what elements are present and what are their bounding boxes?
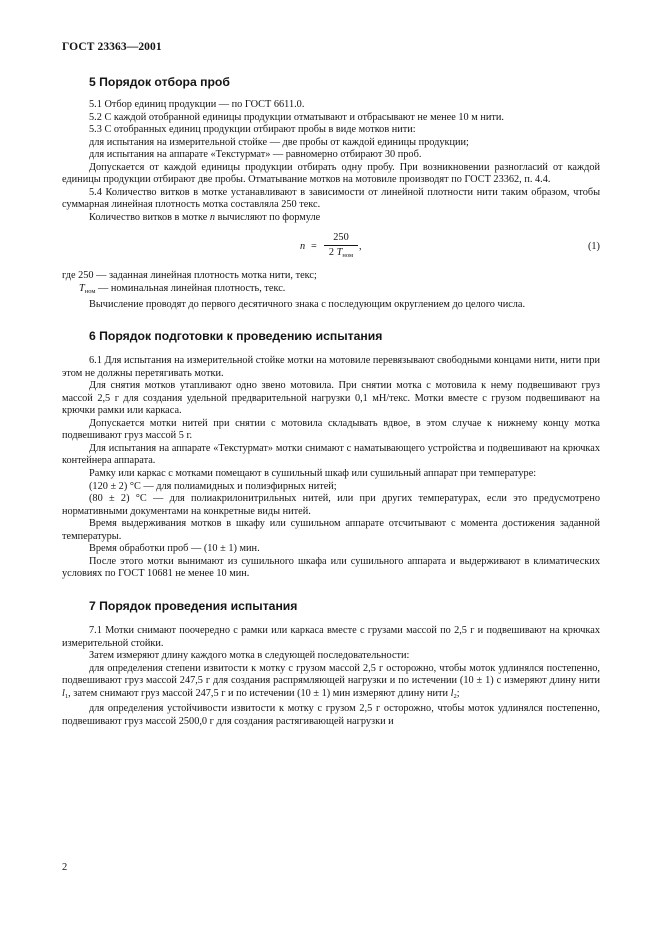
paragraph: для испытания на аппарате «Текстурмат» — равномерно отбирают 30 проб. bbox=[89, 149, 422, 161]
paragraph: Для испытания на аппарате «Текстурмат» мотки снимают с наматывающего устройства и подвешивают на крючках контейнера аппарата. bbox=[62, 442, 600, 467]
fraction: 250 2 $T_{ном}$ bbox=[324, 232, 358, 262]
paragraph: Допускается мотки нитей при снятии с мотовила складывать вдвое, в этом случае к нижнему концу мотка подвешивают груз массой 5 г. bbox=[62, 417, 600, 442]
paragraph: 5.3 С отобранных единиц продукции отбирают пробы в виде мотков нити: bbox=[89, 124, 416, 136]
paragraph: 7.1 Мотки снимают поочередно с рамки или каркаса вместе с грузами массой по 2,5 г и подвешивают на крючках измерительной стойки. bbox=[62, 624, 600, 649]
paragraph: Рамку или каркас с мотками помещают в сушильный шкаф или сушильный аппарат при температуре: bbox=[89, 468, 537, 480]
document-page bbox=[62, 40, 600, 728]
paragraph: для определения устойчивости извитости к мотку с грузом 2,5 г осторожно, чтобы моток удлинялся постепенно, подвешивают груз массой 2500,0 г для создания растягивающей нагрузки и bbox=[62, 703, 600, 727]
section-7-title: 7 Порядок проведения испытания bbox=[89, 598, 298, 613]
section-5-title: 5 Порядок отбора проб bbox=[89, 75, 230, 89]
paragraph: 5.4 Количество витков в мотке устанавливают в зависимости от линейной плотности нити таким образом, чтобы суммарная линейная плотность мотка составляла 250 текс. bbox=[62, 186, 600, 211]
paragraph: $T_{ном}$ — номинальная линейная плотность, текс. bbox=[79, 283, 286, 296]
page-number: 2 bbox=[62, 862, 68, 873]
paragraph: Затем измеряют длину каждого мотка в следующей последовательности: bbox=[89, 650, 410, 662]
paragraph: Время обработки проб — (10 ± 1) мин. bbox=[89, 543, 260, 555]
formula-1: n = 250 2 $T_{ном}$ , (1) bbox=[62, 232, 600, 262]
paragraph: 5.1 Отбор единиц продукции — по ГОСТ 6611.0. bbox=[89, 99, 305, 110]
paragraph: где 250 — заданная линейная плотность мотка нити, текс; bbox=[62, 270, 317, 282]
formula-number: (1) bbox=[587, 241, 600, 253]
paragraph: (80 ± 2) °С — для полиакрилонитрильных нитей, или при других температурах, если это предусмотрено нормативными документами на конкретные виды нитей. bbox=[62, 493, 600, 517]
paragraph: Количество витков в мотке n вычисляют по формуле bbox=[89, 211, 321, 223]
paragraph: Время выдерживания мотков в шкафу или сушильном аппарате отсчитывают с момента достижения заданной температуры. bbox=[62, 518, 600, 542]
paragraph: После этого мотки вынимают из сушильного шкафа или сушильного аппарата и выдерживают в климатических условиях по ГОСТ 10681 не менее 10 мин. bbox=[62, 555, 600, 580]
section-6-title: 6 Порядок подготовки к проведению испытания bbox=[89, 329, 383, 344]
paragraph: Вычисление проводят до первого десятичного знака с последующим округлением до целого числа. bbox=[89, 298, 526, 310]
paragraph: (120 ± 2) °С — для полиамидных и полиэфирных нитей; bbox=[89, 480, 337, 492]
paragraph: для определения степени извитости к мотку с грузом массой 2,5 г осторожно, чтобы моток удлинялся постепенно, подвешивают груз массой 247,5 г для создания распрямляющей нагрузки и по истечении (10 ± 1) с измеряют длину нити $l_1$, затем снимают груз массой 247,5 г и по истечении (10 ± 1) мин измеряют длину нити $l_2$; bbox=[62, 662, 600, 700]
paragraph: для испытания на измерительной стойке — две пробы от каждой единицы продукции; bbox=[89, 136, 469, 148]
paragraph: Для снятия мотков утапливают одно звено мотовила. При снятии мотка с мотовила к нему подвешивают груз массой 2,5 г для создания удельной предварительной нагрузки 0,1 мН/текс. Мотки вместе с грузом подвешивают на крючки рамки или каркаса. bbox=[62, 380, 600, 417]
paragraph: 6.1 Для испытания на измерительной стойке мотки на мотовиле перевязывают свободными концами нити, нити при этом не должны перетягивать мотки. bbox=[62, 355, 600, 379]
document-id: ГОСТ 23363—2001 bbox=[62, 41, 162, 53]
paragraph: Допускается от каждой единицы продукции отбирать одну пробу. При возникновении разногласий от каждой единицы продукции отбирают две пробы. Отматывание мотков на мотовиле производят по ГОСТ 23362, п. 4.4. bbox=[62, 161, 600, 186]
paragraph: 5.2 С каждой отобранной единицы продукции отматывают и отбрасывают не менее 10 м нити. bbox=[89, 111, 504, 123]
